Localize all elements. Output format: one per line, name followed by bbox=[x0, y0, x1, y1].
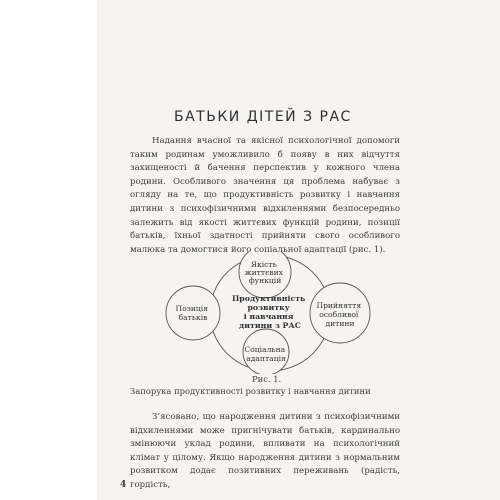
diagram-bottom-text: Соціальна адаптація bbox=[244, 345, 286, 363]
diagram-center-text: Продуктивність розвитку і навчання дитини з РАС bbox=[231, 294, 306, 330]
section-heading: БАТЬКИ ДІТЕЙ З РАС bbox=[174, 109, 352, 125]
paragraph-1: Надання вчасної та якісної психологічної допомоги таким родинам уможливило б появу в них відчуття захищеності й бачення перспектив у кожного члена родини. Особливого значення ця проблема набуває з огляду на те, що продуктивність розвитку і навчання дитини з психофізичними відхиленнями безпосередньо залежить від якості життєвих функцій родини, позиції батьків, їхньої здатності прийняти свого особливого малюка та домогтися його соціальної адаптації (рис. 1). bbox=[130, 136, 400, 255]
figure-caption: Запорука продуктивності розвитку і навчання дитини bbox=[130, 386, 371, 396]
page-number: 4 bbox=[120, 480, 127, 490]
figure-diagram bbox=[155, 252, 395, 374]
diagram-left-text: Позиція батьків bbox=[175, 304, 209, 322]
paragraph-2: З’ясовано, що народження дитини з психофізичними відхиленнями може пригнічувати батьків, кардинально змінюючи уклад родини, впливати на психологічний клімат у цілому. Якщо народження дитини з нормальним розвитком додає позитивних переживань (радість, гордість, bbox=[130, 412, 400, 490]
diagram-right-text: Прийняття особливої дитини bbox=[316, 301, 362, 328]
diagram-top-text: Якість життєвих функцій bbox=[244, 260, 283, 285]
figure-label: Рис. 1. bbox=[252, 374, 282, 384]
